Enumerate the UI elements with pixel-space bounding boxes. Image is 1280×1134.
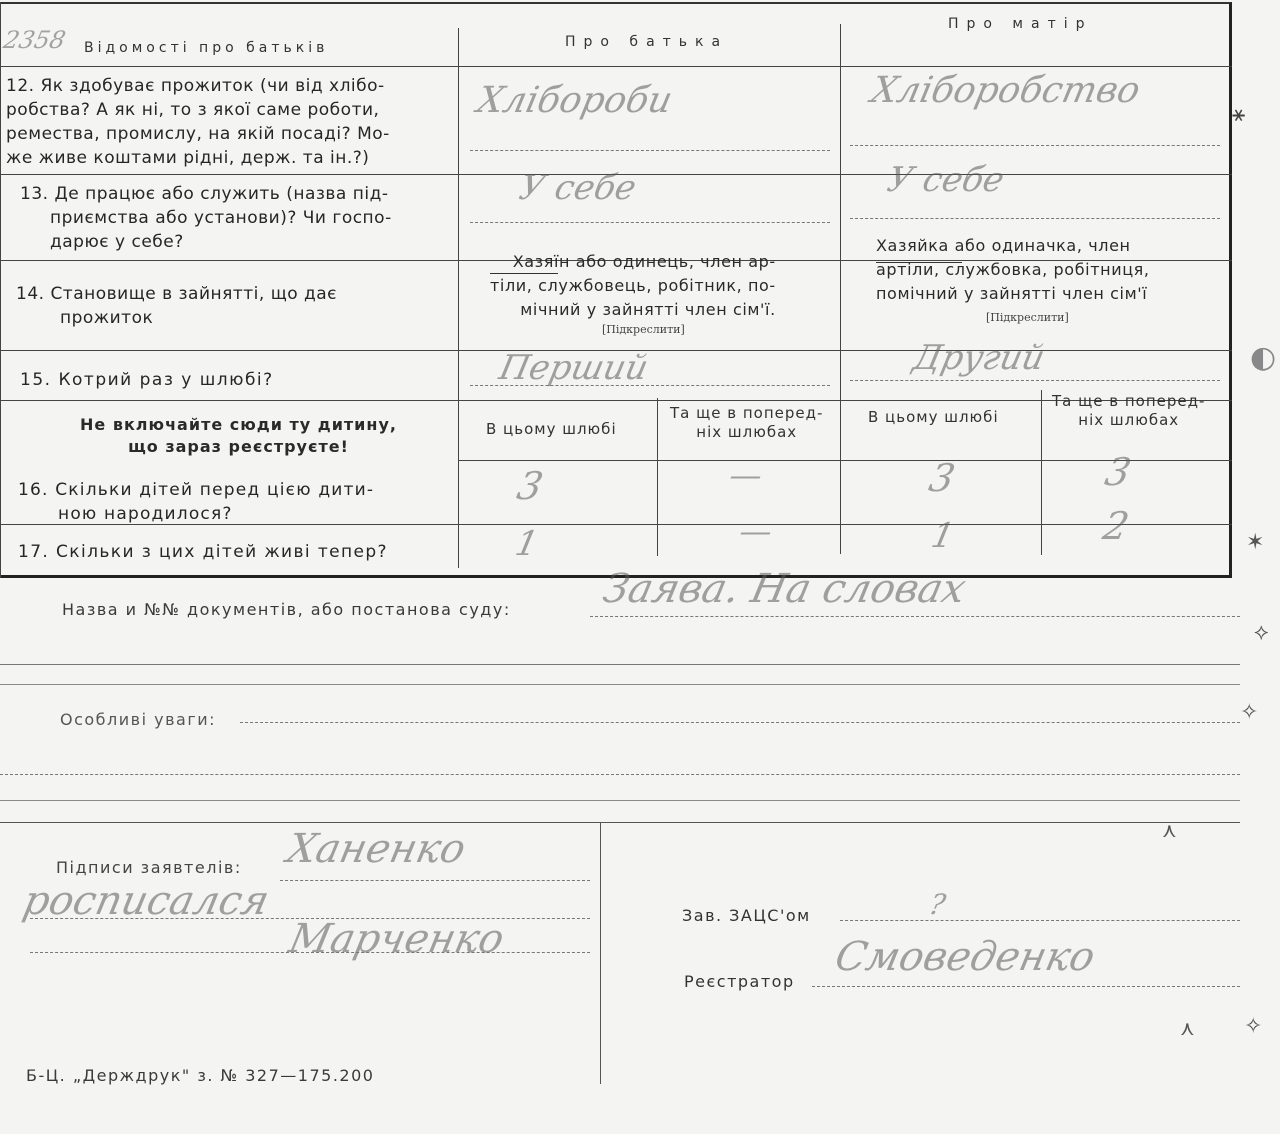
answer-line xyxy=(470,222,830,223)
row-line-header xyxy=(0,66,1232,67)
documents-line-2 xyxy=(0,664,1240,665)
edge-tear-mark: ✧ xyxy=(1244,1014,1263,1039)
registry-head-label: Зав. ЗАЦС'ом xyxy=(682,906,811,925)
applicant-signature-1: Ханенко xyxy=(283,826,470,872)
question-16-line: 16. Скільки дітей перед цією дити- xyxy=(18,480,375,500)
question-14 xyxy=(16,282,337,330)
question-14-line: 14. Становище в зайнятті, що дає xyxy=(16,284,338,304)
edge-tear-mark: ⚹ xyxy=(1232,102,1246,127)
mother-marriage-count-handwriting: Другий xyxy=(909,338,1049,378)
section-divider xyxy=(0,822,1240,823)
row-line-15 xyxy=(0,400,1232,401)
question-14-line: прожиток xyxy=(60,308,154,328)
notes-line xyxy=(240,722,1240,723)
mother-subcolumn-divider xyxy=(1041,390,1042,555)
applicant-signature-2: росписался xyxy=(19,878,274,924)
father-option-line: тіли, службовець, робітник, по- xyxy=(490,276,776,295)
edge-stain-mark: ◐ xyxy=(1250,340,1277,375)
father-underline-note: [Підкреслити] xyxy=(602,323,685,336)
question-12-line: 12. Як здобуває прожиток (чи від хлібо- xyxy=(6,76,385,96)
mother-children-prev-marriages: 3 xyxy=(1101,450,1135,494)
notes-line xyxy=(0,774,1240,775)
father-marriage-count-handwriting: Перший xyxy=(495,348,652,388)
father-living-children-this-marriage: 1 xyxy=(511,524,542,564)
father-workplace-handwriting: У себе xyxy=(515,168,640,208)
answer-line xyxy=(470,150,830,151)
answer-line xyxy=(850,218,1220,219)
question-16-line: ною народилося? xyxy=(58,504,233,524)
applicant-signature-3: Марченко xyxy=(285,916,509,962)
father-employment-options xyxy=(490,250,776,322)
notes-line xyxy=(0,800,1240,801)
edge-tear-mark: ⋏ xyxy=(1162,818,1177,842)
subheader-line: ніх шлюбах xyxy=(696,423,798,441)
corner-handwritten-number: 2358 xyxy=(1,26,69,54)
answer-line xyxy=(850,380,1220,381)
question-12-line: же живе коштами рідні, держ. та ін.?) xyxy=(6,148,370,168)
registrar-line xyxy=(812,986,1240,987)
header-about-mother: Про матір xyxy=(948,16,1093,32)
signature-column-divider xyxy=(600,822,601,1084)
mother-living-children-this-marriage: 1 xyxy=(927,516,958,556)
question-12-line: робства? А як ні, то з якої саме роботи, xyxy=(6,100,380,120)
underline-mark xyxy=(490,273,558,274)
question-12 xyxy=(6,74,390,170)
subheader-line: Та ще в поперед- xyxy=(670,404,824,422)
column-divider-middle xyxy=(840,24,841,554)
header-about-father: Про батька xyxy=(565,34,729,50)
exclude-child-notice xyxy=(80,414,397,458)
notice-line: що зараз реєструєте! xyxy=(128,437,349,456)
registry-head-line xyxy=(840,920,1240,921)
documents-handwriting: Заява. На словах xyxy=(599,566,970,612)
father-occupation-handwriting: Хлібороби xyxy=(473,80,676,121)
mother-this-marriage-header: В цьому шлюбі xyxy=(868,408,999,426)
mother-option-line: помічний у зайнятті член сім'ї xyxy=(876,284,1148,303)
column-divider-left xyxy=(458,28,459,568)
question-12-line: ремества, промислу, на якій посаді? Мо- xyxy=(6,124,390,144)
section-divider xyxy=(0,684,1240,685)
father-living-children-prev-marriages: — xyxy=(735,512,777,550)
edge-tear-mark: ✧ xyxy=(1240,700,1259,725)
father-children-this-marriage: 3 xyxy=(513,464,547,508)
registry-head-signature: ? xyxy=(926,888,949,921)
signature-line xyxy=(30,918,590,919)
underline-mark xyxy=(876,262,962,263)
mother-prev-marriages-header xyxy=(1052,392,1205,430)
mother-employment-options xyxy=(876,234,1150,306)
special-notes-label: Особливі уваги: xyxy=(60,710,217,729)
notice-line: Не включайте сюди ту дитину, xyxy=(80,415,397,434)
documents-line xyxy=(590,616,1240,617)
edge-tear-mark: ⟡ xyxy=(1254,620,1269,645)
signature-line xyxy=(30,952,590,953)
question-13 xyxy=(20,182,392,254)
father-option-line: мічний у зайнятті член сім'ї. xyxy=(520,300,776,319)
question-13-line: дарює у себе? xyxy=(50,232,184,252)
printer-imprint: Б-Ц. „Держдрук" з. № 327—175.200 xyxy=(26,1066,375,1085)
mother-children-this-marriage: 3 xyxy=(925,456,959,500)
mother-option-line: Хазяйка або одиначка, член xyxy=(876,236,1131,255)
applicants-signatures-label: Підписи заявтелів: xyxy=(56,858,242,877)
table-left-border xyxy=(0,2,1,578)
mother-workplace-handwriting: У себе xyxy=(883,160,1008,200)
mother-living-children-prev-marriages: 2 xyxy=(1099,504,1133,548)
question-15: 15. Котрий раз у шлюбі? xyxy=(20,370,274,390)
signature-line xyxy=(280,880,590,881)
answer-line xyxy=(850,145,1220,146)
father-children-prev-marriages: — xyxy=(725,456,767,494)
subheader-line: Та ще в поперед- xyxy=(1052,392,1206,410)
father-prev-marriages-header xyxy=(670,404,823,442)
question-13-line: 13. Де працює або служить (назва під- xyxy=(20,184,389,204)
edge-tear-mark: ✶ xyxy=(1246,530,1265,555)
registrar-label: Реєстратор xyxy=(684,972,795,991)
registrar-signature: Смоведенко xyxy=(831,934,1100,980)
father-this-marriage-header: В цьому шлюбі xyxy=(486,420,617,438)
mother-option-line: артіли, службовка, робітниця, xyxy=(876,260,1150,279)
mother-underline-note: [Підкреслити] xyxy=(986,311,1069,324)
mother-occupation-handwriting: Хліборобство xyxy=(867,70,1144,111)
father-subcolumn-divider xyxy=(657,398,658,556)
question-17: 17. Скільки з цих дітей живі тепер? xyxy=(18,542,388,562)
father-option-line: Хазяїн або одинець, член ар- xyxy=(512,252,776,271)
header-parents-info: Відомості про батьків xyxy=(84,40,329,56)
edge-tear-mark: ⋏ xyxy=(1180,1016,1195,1040)
documents-label: Назва и №№ документів, або постанова суду: xyxy=(62,600,511,619)
question-16 xyxy=(18,478,374,526)
question-13-line: приємства або установи)? Чи госпо- xyxy=(50,208,392,228)
subheader-line: ніх шлюбах xyxy=(1078,411,1180,429)
